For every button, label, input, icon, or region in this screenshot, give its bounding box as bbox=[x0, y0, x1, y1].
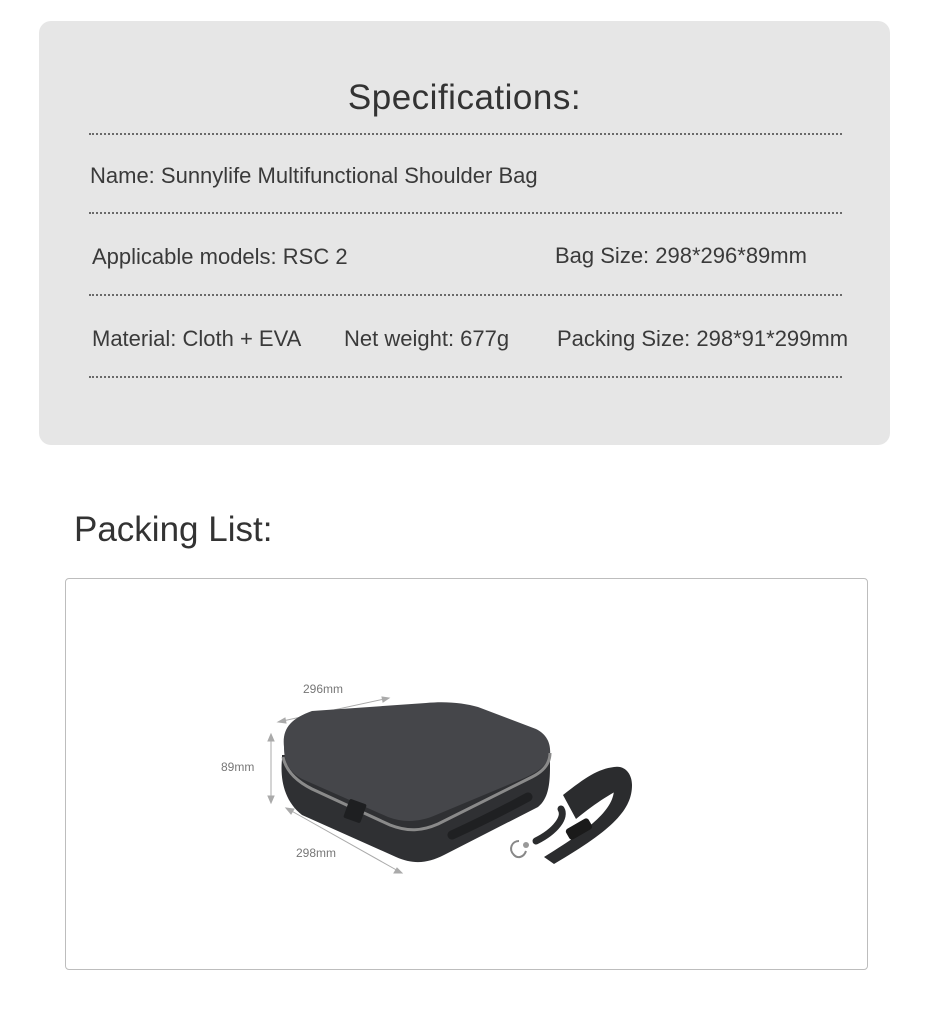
packing-list-title: Packing List: bbox=[74, 510, 273, 549]
specifications-card bbox=[39, 21, 890, 445]
width-label: 296mm bbox=[303, 682, 344, 696]
spec-material: Material: Cloth + EVA bbox=[92, 326, 302, 351]
product-image-frame bbox=[65, 578, 868, 970]
shoulder-bag-image bbox=[66, 579, 867, 969]
divider bbox=[89, 376, 842, 378]
spec-net-weight: Net weight: 677g bbox=[344, 326, 510, 351]
bag-body bbox=[282, 702, 551, 862]
divider bbox=[89, 294, 842, 296]
height-dimension-arrow bbox=[268, 734, 274, 803]
spec-name: Name: Sunnylife Multifunctional Shoulder Bag bbox=[90, 163, 538, 188]
height-label: 89mm bbox=[221, 760, 255, 774]
spec-packing-size: Packing Size: 298*91*299mm bbox=[557, 326, 849, 351]
divider bbox=[89, 133, 842, 135]
specifications-title: Specifications: bbox=[347, 78, 582, 117]
spec-bag-size: Bag Size: 298*296*89mm bbox=[555, 243, 807, 268]
spec-applicable-models: Applicable models: RSC 2 bbox=[92, 244, 348, 269]
depth-label: 298mm bbox=[296, 846, 337, 860]
divider bbox=[89, 212, 842, 214]
